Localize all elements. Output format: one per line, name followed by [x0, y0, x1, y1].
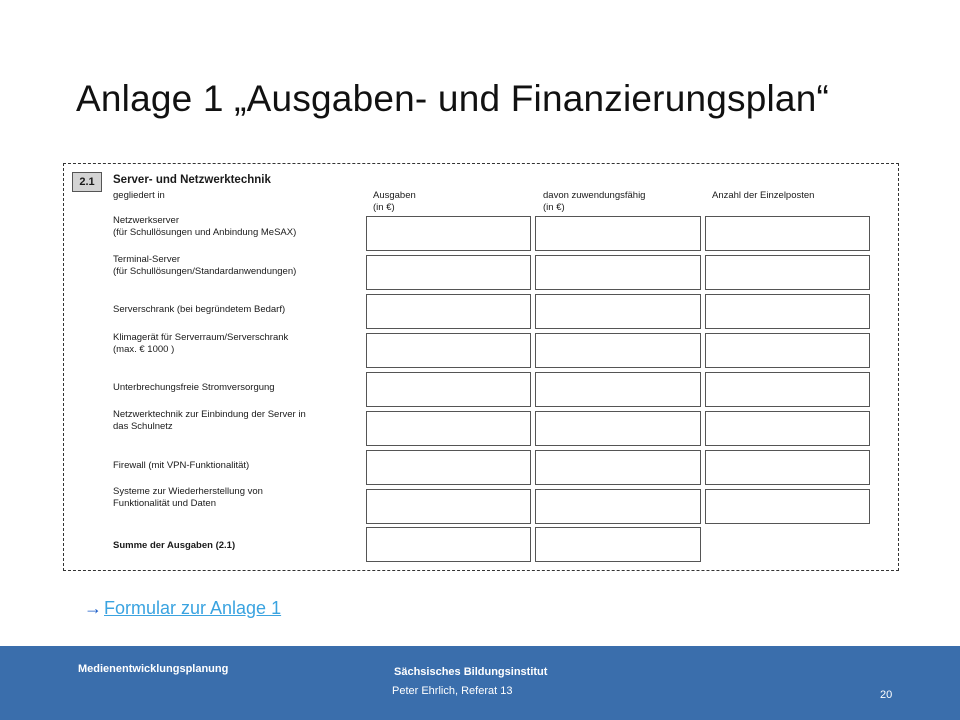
- sum-ausgaben-field[interactable]: [366, 527, 531, 562]
- section-subtitle: gegliedert in: [113, 190, 165, 201]
- ausgaben-field[interactable]: [366, 333, 531, 368]
- zuwendungsfaehig-field[interactable]: [535, 333, 701, 368]
- sum-zuwendungsfaehig-field[interactable]: [535, 527, 701, 562]
- zuwendungsfaehig-field[interactable]: [535, 372, 701, 407]
- row-label-line1: Firewall (mit VPN-Funktionalität): [113, 460, 250, 471]
- ausgaben-field[interactable]: [366, 450, 531, 485]
- anzahl-field[interactable]: [705, 216, 870, 251]
- row-label-line1: Netzwerkserver: [113, 215, 179, 226]
- row-label: [113, 332, 353, 356]
- row-label-line1: Klimagerät für Serverraum/Serverschrank: [113, 332, 289, 343]
- row-label-line2: Funktionalität und Daten: [113, 498, 216, 509]
- ausgaben-field[interactable]: [366, 489, 531, 524]
- slide-title: Anlage 1 „Ausgaben- und Finanzierungsplan“: [76, 78, 830, 119]
- row-label-line1: Terminal-Server: [113, 254, 181, 265]
- row-label-line1: Unterbrechungsfreie Stromversorgung: [113, 382, 275, 393]
- ausgaben-field[interactable]: [366, 372, 531, 407]
- footer-bar: [0, 646, 960, 720]
- row-label-line1: Systeme zur Wiederherstellung von: [113, 486, 263, 497]
- row-label-line2: (für Schullösungen/Standardanwendungen): [113, 266, 297, 277]
- row-label: [113, 382, 353, 394]
- column-header-ausgaben: [373, 190, 416, 214]
- row-label-line1: Serverschrank (bei begründetem Bedarf): [113, 304, 286, 315]
- row-label: [113, 215, 353, 239]
- zuwendungsfaehig-field[interactable]: [535, 255, 701, 290]
- anzahl-field[interactable]: [705, 255, 870, 290]
- footer-author: Peter Ehrlich, Referat 13: [392, 685, 513, 697]
- row-label: [113, 409, 353, 433]
- formular-link-row: [84, 598, 281, 619]
- anzahl-field[interactable]: [705, 450, 870, 485]
- column-header-zuwendungsfaehig: [543, 190, 645, 214]
- anzahl-field[interactable]: [705, 333, 870, 368]
- zuwendungsfaehig-field[interactable]: [535, 450, 701, 485]
- row-label: [113, 486, 353, 510]
- anzahl-field[interactable]: [705, 372, 870, 407]
- zuwendungsfaehig-field[interactable]: [535, 294, 701, 329]
- footer-institute: Sächsisches Bildungsinstitut: [394, 666, 548, 678]
- column-header-line1: davon zuwendungsfähig: [543, 190, 646, 201]
- zuwendungsfaehig-field[interactable]: [535, 216, 701, 251]
- anzahl-field[interactable]: [705, 489, 870, 524]
- row-label-line2: das Schulnetz: [113, 421, 173, 432]
- column-header-anzahl: [712, 190, 814, 202]
- arrow-right-icon: →: [84, 598, 102, 618]
- section-number: 2.1: [72, 172, 102, 192]
- column-header-line1: Ausgaben: [373, 190, 416, 201]
- ausgaben-field[interactable]: [366, 216, 531, 251]
- anzahl-field[interactable]: [705, 294, 870, 329]
- section-title: Server- und Netzwerktechnik: [113, 174, 271, 186]
- ausgaben-field[interactable]: [366, 411, 531, 446]
- row-label-line1: Netzwerktechnik zur Einbindung der Server in: [113, 409, 306, 420]
- ausgaben-field[interactable]: [366, 294, 531, 329]
- sum-row-label: Summe der Ausgaben (2.1): [113, 540, 236, 551]
- row-label: [113, 460, 353, 472]
- column-header-line1: Anzahl der Einzelposten: [712, 190, 815, 201]
- column-header-line2: (in €): [543, 202, 565, 213]
- row-label: [113, 304, 353, 316]
- formular-link[interactable]: Formular zur Anlage 1: [104, 598, 282, 618]
- row-label-line2: (für Schullösungen und Anbindung MeSAX): [113, 227, 297, 238]
- zuwendungsfaehig-field[interactable]: [535, 411, 701, 446]
- page-number: 20: [880, 689, 893, 701]
- ausgaben-field[interactable]: [366, 255, 531, 290]
- zuwendungsfaehig-field[interactable]: [535, 489, 701, 524]
- row-label-line2: (max. € 1000 ): [113, 344, 175, 355]
- column-header-line2: (in €): [373, 202, 395, 213]
- row-label: [113, 254, 353, 278]
- anzahl-field[interactable]: [705, 411, 870, 446]
- footer-course-title: Medienentwicklungsplanung: [78, 663, 229, 675]
